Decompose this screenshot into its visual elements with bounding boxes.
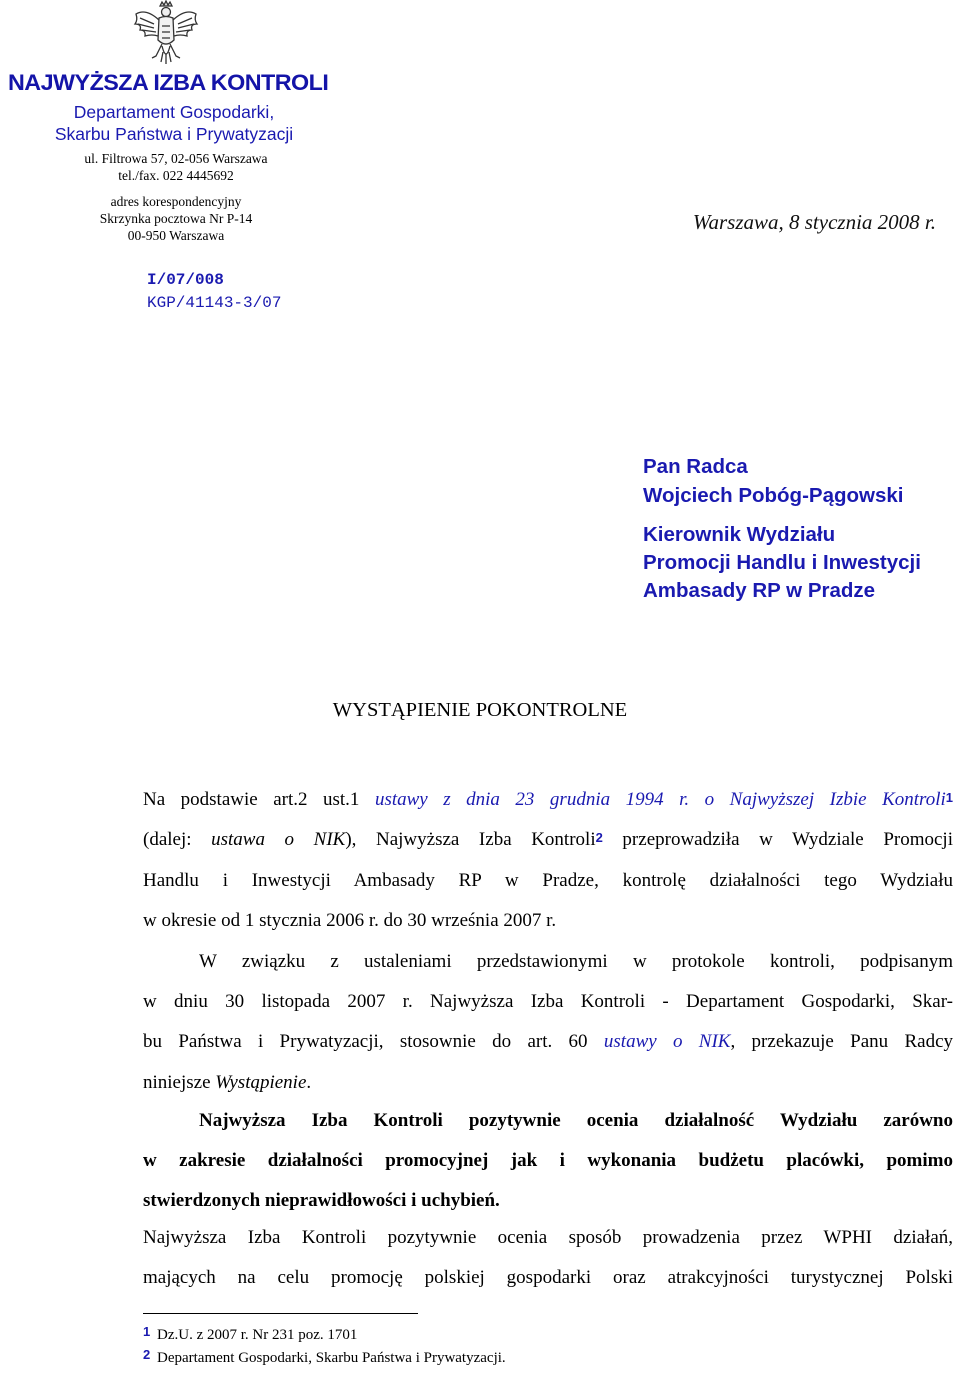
paragraph-1-line-2 [143,820,953,861]
paragraph-1-line-3: Handlu i Inwestycji Ambasady RP w Pradze, kontrolę działalności tego Wydziału [143,870,953,891]
text: (dalej: [143,829,212,850]
law-reference: ustawy z dnia 23 grudnia 1994 r. o Najwyższej Izbie Kontroli [374,789,946,810]
footnote-ref-1[interactable]: 1 [945,790,953,805]
text: niniejsze [143,1072,216,1093]
address-line-1: ul. Filtrowa 57, 02-056 Warszawa [84,151,268,166]
text: , przekazuje Panu Radcy [730,1031,954,1052]
paragraph-2-line-4 [143,1063,953,1104]
footnote-2 [143,1347,506,1367]
recipient-line-5: Ambasady RP w Pradze [643,579,876,602]
footnote-text: Dz.U. z 2007 r. Nr 231 poz. 1701 [157,1327,358,1343]
address-line-5: 00-950 Warszawa [127,228,225,243]
text: . [306,1072,312,1093]
paragraph-2-line-1: W związku z ustaleniami przedstawionymi w protokole kontroli, podpisanym [199,951,953,972]
text: przeprowadziła w Wydziale Promocji [602,829,953,850]
footnote-mark: 2 [143,1347,151,1362]
polish-eagle-emblem-icon [132,0,200,66]
paragraph-3-line-2: w zakresie działalności promocyjnej jak i wykonania budżetu placówki, pomimo [143,1150,953,1171]
department-line-1: Departament Gospodarki, [73,102,275,122]
text: ), Najwyższa Izba Kontroli [345,829,596,850]
text: Na podstawie art.2 ust.1 [143,789,375,810]
organization-name: NAJWYŻSZA IZBA KONTROLI [8,70,329,95]
address-line-3: adres korespondencyjny [110,194,242,209]
footnote-mark: 1 [143,1324,151,1339]
reference-number-1: I/07/008 [147,271,224,289]
paragraph-3-line-1: Najwyższa Izba Kontroli pozytywnie ocenia działalność Wydziału zarówno [199,1110,953,1131]
document-name: Wystąpienie [215,1072,307,1093]
footnote-ref-2[interactable]: 2 [595,830,603,845]
footnote-divider [143,1313,418,1314]
reference-number-2: KGP/41143-3/07 [147,294,282,312]
recipient-line-1: Pan Radca [643,455,748,478]
paragraph-4-line-2: mających na celu promocję polskiej gospodarki oraz atrakcyjności turystycznej Polski [143,1267,953,1288]
recipient-line-3: Kierownik Wydziału [643,523,836,546]
paragraph-4-line-1: Najwyższa Izba Kontroli pozytywnie ocenia sposób prowadzenia przez WPHI działań, [143,1227,953,1248]
footnote-1 [143,1324,358,1344]
document-title: WYSTĄPIENIE POKONTROLNE [332,699,628,721]
date-line: Warszawa, 8 stycznia 2008 r. [692,210,936,234]
paragraph-2-line-3 [143,1022,953,1063]
law-abbrev: ustawa o NIK [211,829,346,850]
paragraph-2-line-2: w dniu 30 listopada 2007 r. Najwyższa Izba Kontroli - Departament Gospodarki, Skar- [143,991,953,1012]
address-line-4: Skrzynka pocztowa Nr P-14 [99,211,253,226]
paragraph-1-line-1 [143,780,953,821]
department-line-2: Skarbu Państwa i Prywatyzacji [54,124,294,144]
footnote-text: Departament Gospodarki, Skarbu Państwa i Prywatyzacji. [157,1350,506,1366]
law-abbrev: ustawy o NIK [603,1031,731,1052]
text: bu Państwa i Prywatyzacji, stosownie do art. 60 [143,1031,604,1052]
address-line-2: tel./fax. 022 4445692 [118,168,234,183]
recipient-line-2: Wojciech Pobóg-Pągowski [643,484,904,507]
paragraph-3-line-3: stwierdzonych nieprawidłowości i uchybień. [143,1190,500,1211]
recipient-line-4: Promocji Handlu i Inwestycji [643,551,921,574]
paragraph-1-line-4: w okresie od 1 stycznia 2006 r. do 30 września 2007 r. [143,910,557,931]
